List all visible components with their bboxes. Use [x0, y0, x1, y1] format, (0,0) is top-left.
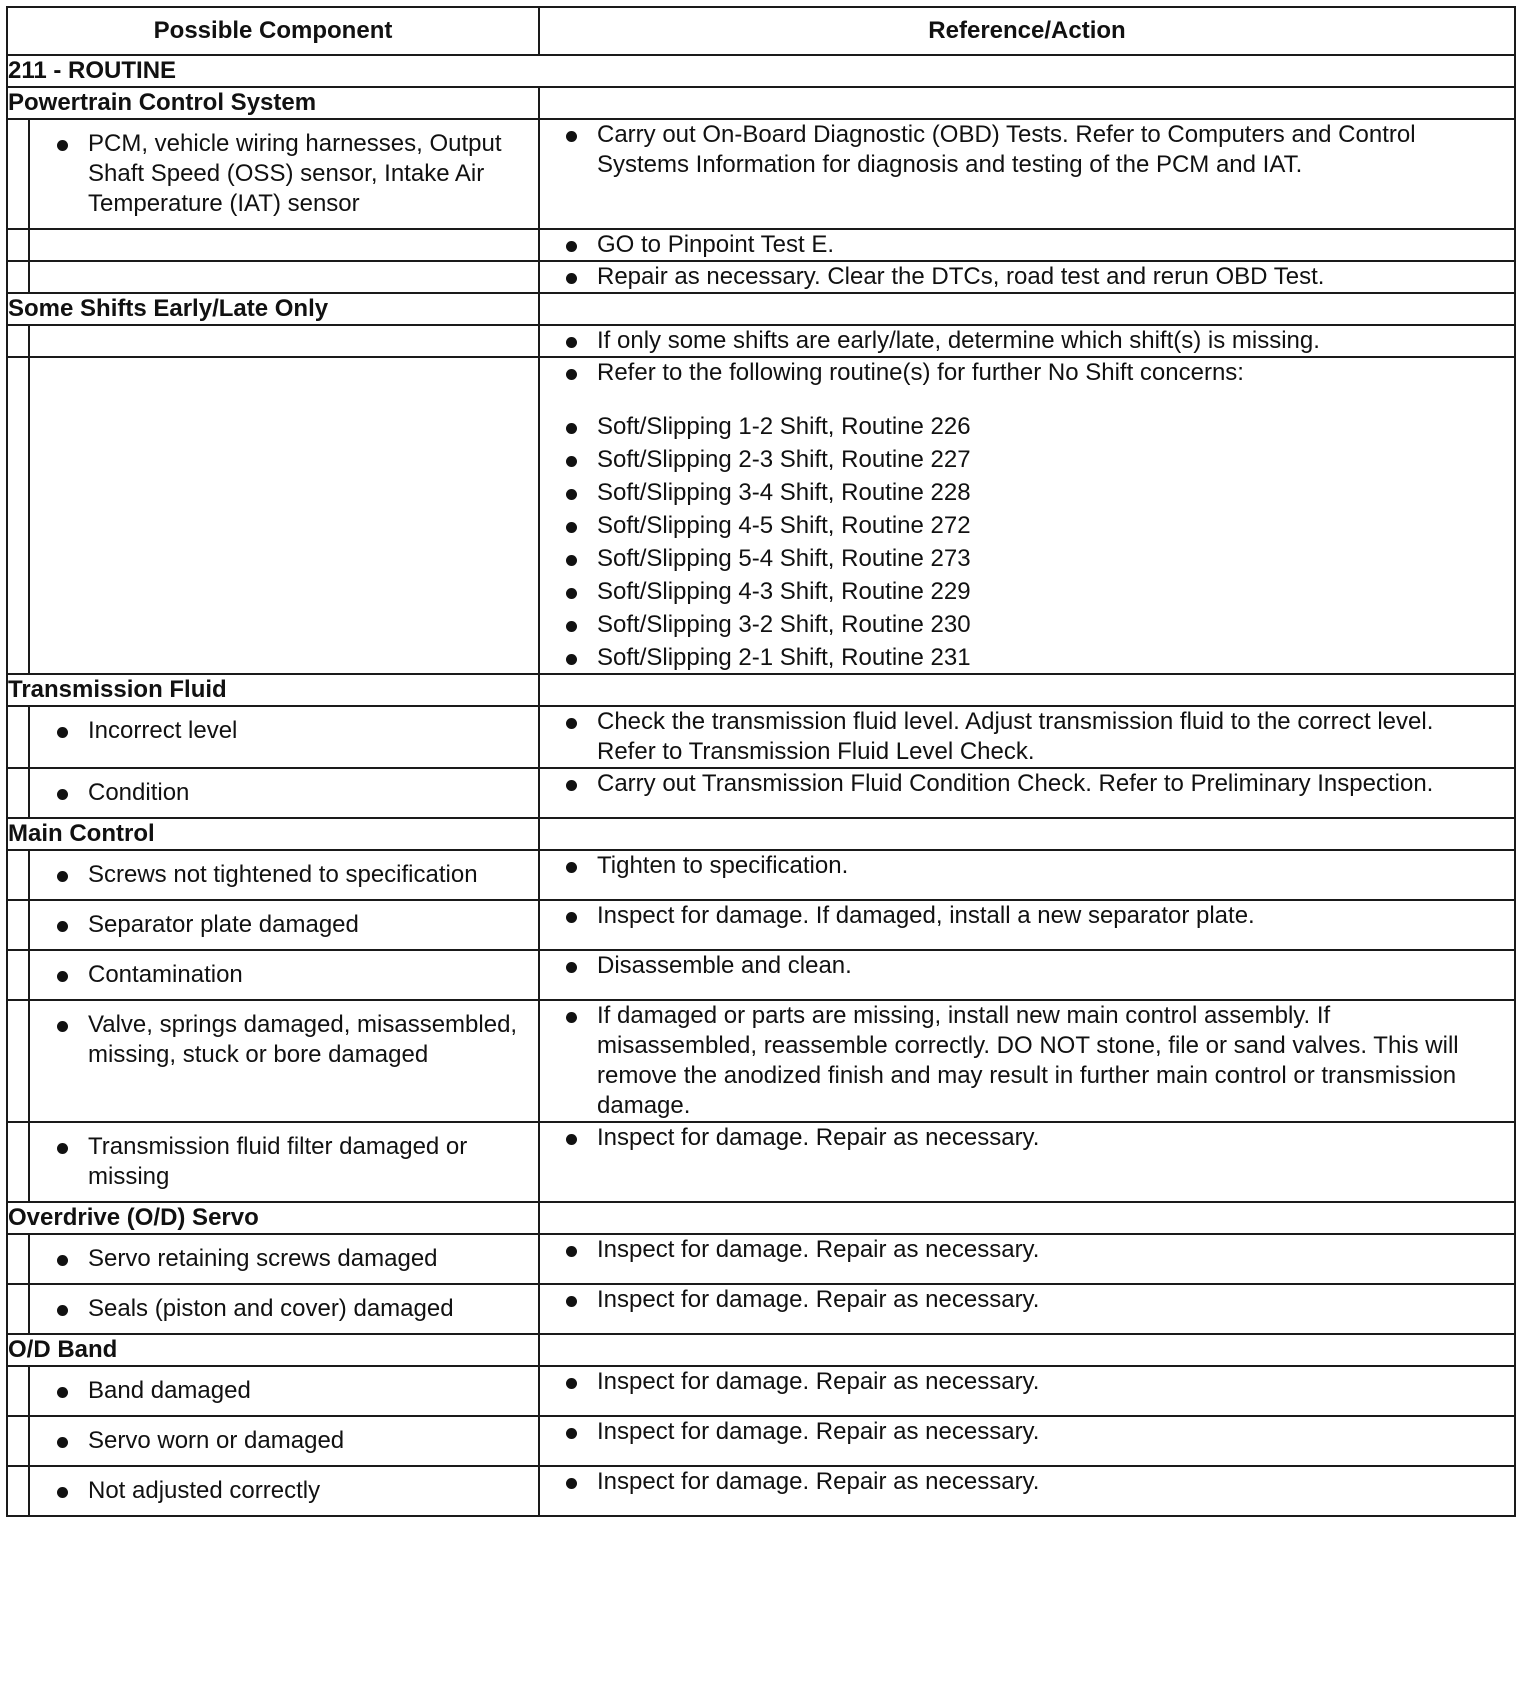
bullet-icon	[566, 555, 577, 566]
component-cell	[29, 850, 539, 900]
action-cell	[539, 900, 1515, 950]
component-item	[30, 901, 538, 949]
section-action-cell	[539, 87, 1515, 119]
component-cell	[29, 1416, 539, 1466]
component-item-text: PCM, vehicle wiring harnesses, Output Shaft Speed (OSS) sensor, Intake Air Temperature (IAT) sensor	[88, 130, 502, 217]
action-cell	[539, 119, 1515, 229]
action-cell	[539, 768, 1515, 818]
section-title: Some Shifts Early/Late Only	[7, 293, 539, 325]
bullet-icon	[566, 654, 577, 665]
indent-cell	[7, 229, 29, 261]
bullet-icon	[57, 140, 68, 151]
bullet-icon	[566, 1378, 577, 1389]
component-cell	[29, 1466, 539, 1516]
component-item-text: Contamination	[88, 961, 243, 988]
bullet-icon	[566, 962, 577, 973]
bullet-icon	[57, 1387, 68, 1398]
section-row	[7, 674, 1515, 706]
indent-cell	[7, 1000, 29, 1122]
action-item-text: GO to Pinpoint Test E.	[597, 231, 835, 258]
indent-cell	[7, 325, 29, 357]
table-row	[7, 1466, 1515, 1516]
component-cell	[29, 325, 539, 357]
section-row	[7, 87, 1515, 119]
bullet-icon	[566, 456, 577, 467]
action-cell	[539, 1366, 1515, 1416]
bullet-icon	[566, 621, 577, 632]
indent-cell	[7, 1234, 29, 1284]
action-item	[540, 1235, 1514, 1265]
diagnostic-table	[6, 6, 1516, 1517]
component-item-text: Not adjusted correctly	[88, 1477, 321, 1504]
routine-reference	[540, 544, 1514, 574]
action-item	[540, 951, 1514, 981]
component-cell	[29, 229, 539, 261]
action-item-text: Inspect for damage. Repair as necessary.	[597, 1468, 1040, 1495]
bullet-icon	[57, 1143, 68, 1154]
indent-cell	[7, 357, 29, 674]
component-cell	[29, 1122, 539, 1202]
bullet-icon	[566, 131, 577, 142]
action-item-text: Inspect for damage. Repair as necessary.	[597, 1368, 1040, 1395]
component-cell	[29, 706, 539, 768]
bullet-icon	[566, 1478, 577, 1489]
action-cell	[539, 1234, 1515, 1284]
bullet-icon	[57, 789, 68, 800]
routine-title: 211 - ROUTINE	[7, 55, 1515, 87]
bullet-icon	[57, 871, 68, 882]
action-cell	[539, 325, 1515, 357]
table-row	[7, 261, 1515, 293]
action-item	[540, 851, 1514, 881]
routine-reference-text: Soft/Slipping 1-2 Shift, Routine 226	[597, 413, 971, 440]
component-item	[30, 120, 538, 228]
routine-reference-text: Soft/Slipping 4-5 Shift, Routine 272	[597, 512, 971, 539]
indent-cell	[7, 1466, 29, 1516]
table-row	[7, 768, 1515, 818]
header-reference-action: Reference/Action	[539, 7, 1515, 55]
routine-reference	[540, 478, 1514, 508]
table-row	[7, 950, 1515, 1000]
routine-reference-text: Soft/Slipping 2-3 Shift, Routine 227	[597, 446, 971, 473]
action-item	[540, 326, 1514, 356]
action-item-text: Inspect for damage. Repair as necessary.	[597, 1286, 1040, 1313]
action-item-text: If only some shifts are early/late, determine which shift(s) is missing.	[597, 327, 1320, 354]
component-item-text: Servo worn or damaged	[88, 1427, 345, 1454]
action-cell	[539, 1284, 1515, 1334]
bullet-icon	[566, 588, 577, 599]
section-title: Powertrain Control System	[7, 87, 539, 119]
indent-cell	[7, 768, 29, 818]
routine-reference-text: Soft/Slipping 2-1 Shift, Routine 231	[597, 644, 971, 671]
bullet-icon	[566, 489, 577, 500]
component-item-text: Transmission fluid filter damaged or missing	[88, 1133, 468, 1190]
component-cell	[29, 119, 539, 229]
component-item-text: Screws not tightened to specification	[88, 861, 478, 888]
action-cell	[539, 1000, 1515, 1122]
action-item	[540, 769, 1514, 799]
action-item-text: Repair as necessary. Clear the DTCs, road test and rerun OBD Test.	[597, 263, 1325, 290]
table-row	[7, 900, 1515, 950]
routine-title-row	[7, 55, 1515, 87]
bullet-icon	[566, 273, 577, 284]
indent-cell	[7, 1284, 29, 1334]
section-row	[7, 293, 1515, 325]
action-cell	[539, 1416, 1515, 1466]
section-title: Transmission Fluid	[7, 674, 539, 706]
action-item-text: Refer to the following routine(s) for further No Shift concerns:	[597, 359, 1244, 386]
bullet-icon	[566, 1246, 577, 1257]
bullet-icon	[566, 1134, 577, 1145]
indent-cell	[7, 950, 29, 1000]
action-cell	[539, 850, 1515, 900]
action-item-text: Carry out Transmission Fluid Condition Check. Refer to Preliminary Inspection.	[597, 770, 1434, 797]
component-item	[30, 1467, 538, 1515]
action-item-text: Inspect for damage. Repair as necessary.	[597, 1236, 1040, 1263]
component-item	[30, 1123, 538, 1201]
section-title: O/D Band	[7, 1334, 539, 1366]
table-row	[7, 357, 1515, 674]
section-row	[7, 818, 1515, 850]
section-title: Overdrive (O/D) Servo	[7, 1202, 539, 1234]
action-cell	[539, 1466, 1515, 1516]
section-row	[7, 1334, 1515, 1366]
action-cell	[539, 357, 1515, 674]
indent-cell	[7, 706, 29, 768]
bullet-icon	[57, 1021, 68, 1032]
component-item-text: Incorrect level	[88, 717, 238, 744]
action-cell	[539, 229, 1515, 261]
table-row	[7, 1000, 1515, 1122]
action-item-text: Check the transmission fluid level. Adjust transmission fluid to the correct level. Refer to Transmission Fluid Level Check.	[597, 708, 1434, 765]
bullet-icon	[57, 1437, 68, 1448]
action-item	[540, 1367, 1514, 1397]
table-body	[7, 55, 1515, 1516]
routine-reference	[540, 511, 1514, 541]
component-item	[30, 1235, 538, 1283]
component-item	[30, 1367, 538, 1415]
routine-reference	[540, 577, 1514, 607]
action-item-text: Inspect for damage. If damaged, install a new separator plate.	[597, 902, 1255, 929]
bullet-icon	[566, 1296, 577, 1307]
indent-cell	[7, 1366, 29, 1416]
component-item-text: Condition	[88, 779, 190, 806]
action-cell	[539, 1122, 1515, 1202]
table-row	[7, 1366, 1515, 1416]
section-action-cell	[539, 818, 1515, 850]
table-row	[7, 229, 1515, 261]
action-item-text: Carry out On-Board Diagnostic (OBD) Tests. Refer to Computers and Control Systems Information for diagnosis and testing of the PCM and IAT.	[597, 121, 1416, 178]
section-row	[7, 1202, 1515, 1234]
bullet-icon	[566, 522, 577, 533]
component-item-text: Band damaged	[88, 1377, 251, 1404]
bullet-icon	[57, 1255, 68, 1266]
component-item-text: Separator plate damaged	[88, 911, 359, 938]
action-item	[540, 230, 1514, 260]
component-cell	[29, 1284, 539, 1334]
diagnostic-document	[6, 6, 1514, 1517]
action-item-text: Inspect for damage. Repair as necessary.	[597, 1124, 1040, 1151]
action-item-text: Inspect for damage. Repair as necessary.	[597, 1418, 1040, 1445]
routine-reference	[540, 643, 1514, 673]
routine-reference	[540, 610, 1514, 640]
component-item	[30, 1417, 538, 1465]
action-item-text: If damaged or parts are missing, install new main control assembly. If misassembled, reassemble correctly. DO NOT stone, file or sand valves. This will remove the anodized finish and may result in further main control or transmission damage.	[597, 1002, 1459, 1119]
bullet-icon	[566, 369, 577, 380]
table-row	[7, 1122, 1515, 1202]
indent-cell	[7, 1122, 29, 1202]
component-item-text: Seals (piston and cover) damaged	[88, 1295, 454, 1322]
header-possible-component: Possible Component	[7, 7, 539, 55]
action-item	[540, 1001, 1514, 1121]
action-item-text: Tighten to specification.	[597, 852, 849, 879]
table-row	[7, 1284, 1515, 1334]
bullet-icon	[566, 718, 577, 729]
component-cell	[29, 950, 539, 1000]
component-item	[30, 769, 538, 817]
bullet-icon	[566, 423, 577, 434]
bullet-icon	[57, 1487, 68, 1498]
action-item-text: Disassemble and clean.	[597, 952, 852, 979]
table-row	[7, 1416, 1515, 1466]
bullet-icon	[57, 1305, 68, 1316]
action-item	[540, 901, 1514, 931]
routine-reference-text: Soft/Slipping 5-4 Shift, Routine 273	[597, 545, 971, 572]
indent-cell	[7, 261, 29, 293]
section-action-cell	[539, 1334, 1515, 1366]
action-item	[540, 1123, 1514, 1153]
bullet-icon	[566, 912, 577, 923]
routine-reference-text: Soft/Slipping 3-4 Shift, Routine 228	[597, 479, 971, 506]
bullet-icon	[566, 1428, 577, 1439]
component-cell	[29, 768, 539, 818]
component-item-text: Servo retaining screws damaged	[88, 1245, 438, 1272]
routine-reference-text: Soft/Slipping 4-3 Shift, Routine 229	[597, 578, 971, 605]
action-item	[540, 707, 1514, 767]
table-row	[7, 119, 1515, 229]
action-cell	[539, 706, 1515, 768]
routine-reference-text: Soft/Slipping 3-2 Shift, Routine 230	[597, 611, 971, 638]
bullet-icon	[57, 971, 68, 982]
component-item	[30, 1285, 538, 1333]
component-cell	[29, 261, 539, 293]
bullet-icon	[566, 780, 577, 791]
bullet-icon	[57, 727, 68, 738]
action-item	[540, 262, 1514, 292]
component-item	[30, 851, 538, 899]
routine-reference	[540, 445, 1514, 475]
action-item	[540, 1285, 1514, 1315]
action-item	[540, 120, 1514, 180]
component-cell	[29, 1000, 539, 1122]
indent-cell	[7, 850, 29, 900]
action-cell	[539, 950, 1515, 1000]
bullet-icon	[566, 1012, 577, 1023]
table-row	[7, 850, 1515, 900]
component-item	[30, 1001, 538, 1079]
routine-reference	[540, 412, 1514, 442]
action-cell	[539, 261, 1515, 293]
bullet-icon	[566, 862, 577, 873]
component-cell	[29, 900, 539, 950]
section-title: Main Control	[7, 818, 539, 850]
table-row	[7, 1234, 1515, 1284]
component-cell	[29, 357, 539, 674]
action-item	[540, 1467, 1514, 1497]
component-cell	[29, 1366, 539, 1416]
table-row	[7, 706, 1515, 768]
header-row	[7, 7, 1515, 55]
component-cell	[29, 1234, 539, 1284]
indent-cell	[7, 1416, 29, 1466]
component-item-text: Valve, springs damaged, misassembled, missing, stuck or bore damaged	[88, 1011, 518, 1068]
component-item	[30, 707, 538, 755]
bullet-icon	[566, 337, 577, 348]
section-action-cell	[539, 1202, 1515, 1234]
indent-cell	[7, 119, 29, 229]
component-item	[30, 951, 538, 999]
action-item	[540, 1417, 1514, 1447]
action-item	[540, 358, 1514, 388]
table-row	[7, 325, 1515, 357]
bullet-icon	[566, 241, 577, 252]
indent-cell	[7, 900, 29, 950]
section-action-cell	[539, 674, 1515, 706]
section-action-cell	[539, 293, 1515, 325]
bullet-icon	[57, 921, 68, 932]
